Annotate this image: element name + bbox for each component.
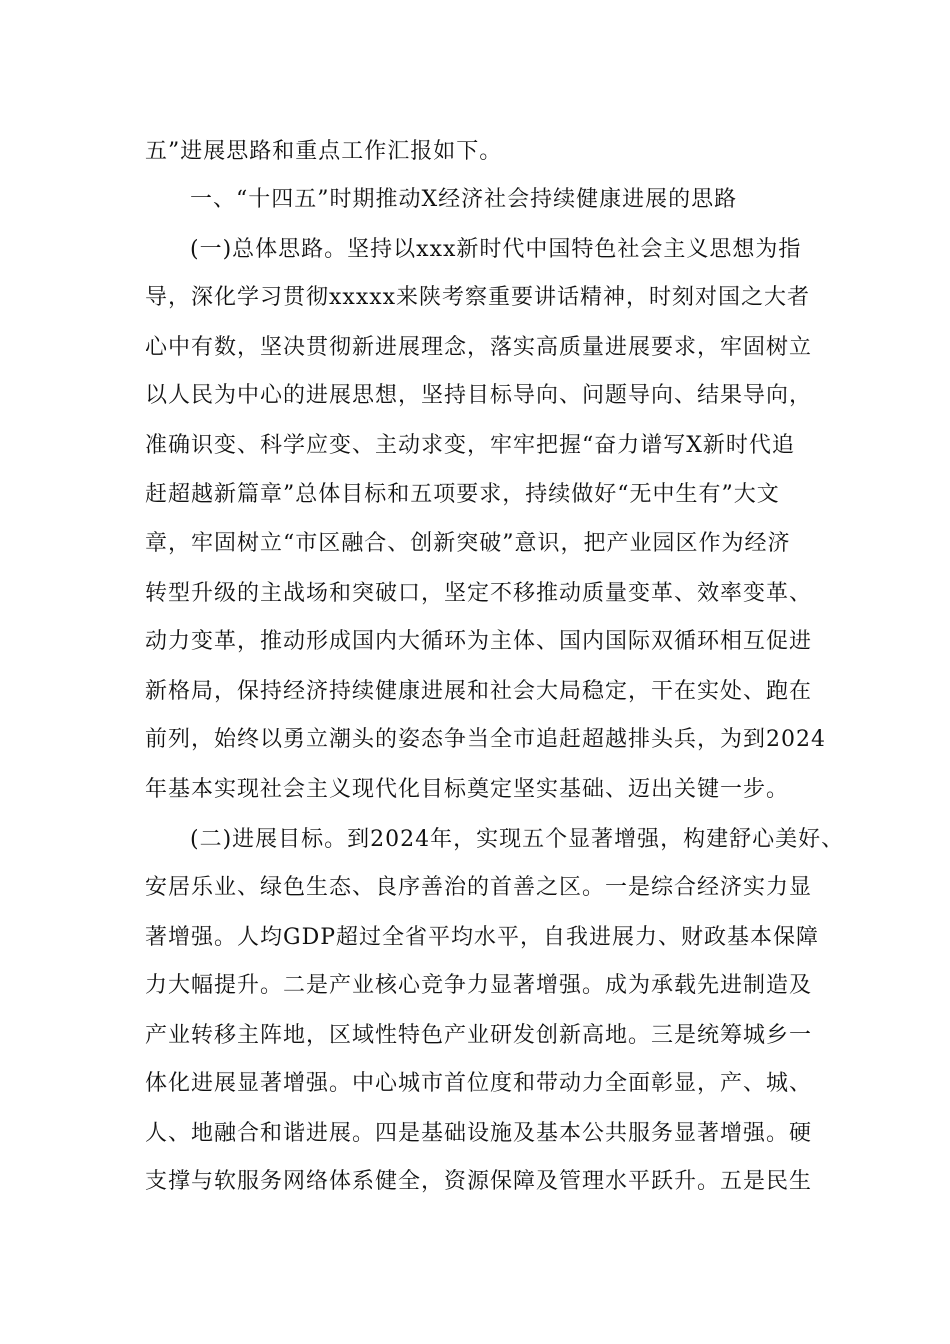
paragraph-line: 赶超越新篇章”总体目标和五项要求，持续做好“无中生有”大文 bbox=[145, 482, 780, 507]
paragraph-line: 安居乐业、绿色生态、良序善治的首善之区。一是综合经济实力显 bbox=[145, 875, 813, 900]
paragraph-line: 年基本实现社会主义现代化目标奠定坚实基础、迈出关键一步。 bbox=[145, 777, 790, 802]
paragraph-line: 章，牢固树立“市区融合、创新突破”意识，把产业园区作为经济 bbox=[145, 531, 791, 556]
paragraph-line: 著增强。人均GDP超过全省平均水平，自我进展力、财政基本保障 bbox=[145, 925, 820, 950]
paragraph-line: 新格局，保持经济持续健康进展和社会大局稳定，干在实处、跑在 bbox=[145, 679, 813, 704]
section-heading: 一、“十四五”时期推动X经济社会持续健康进展的思路 bbox=[190, 187, 738, 212]
paragraph-line: 体化进展显著增强。中心城市首位度和带动力全面彰显，产、城、 bbox=[145, 1071, 813, 1096]
paragraph-line: (二)进展目标。到2024年，实现五个显著增强，构建舒心美好、 bbox=[190, 827, 845, 852]
paragraph-line: 导，深化学习贯彻xxxxx来陕考察重要讲话精神，时刻对国之大者 bbox=[145, 285, 811, 310]
paragraph-line: 动力变革，推动形成国内大循环为主体、国内国际双循环相互促进 bbox=[145, 629, 813, 654]
paragraph-line: 转型升级的主战场和突破口，坚定不移推动质量变革、效率变革、 bbox=[145, 581, 813, 606]
paragraph-line: 五”进展思路和重点工作汇报如下。 bbox=[145, 139, 503, 164]
paragraph-line: 准确识变、科学应变、主动求变，牢牢把握“奋力谱写X新时代追 bbox=[145, 433, 795, 458]
paragraph-line: 支撑与软服务网络体系健全，资源保障及管理水平跃升。五是民生 bbox=[145, 1169, 813, 1194]
paragraph-line: 人、地融合和谐进展。四是基础设施及基本公共服务显著增强。硬 bbox=[145, 1121, 813, 1146]
paragraph-line: 以人民为中心的进展思想，坚持目标导向、问题导向、结果导向， bbox=[145, 383, 813, 408]
paragraph-line: 力大幅提升。二是产业核心竞争力显著增强。成为承载先进制造及 bbox=[145, 973, 813, 998]
paragraph-line: 产业转移主阵地，区域性特色产业研发创新高地。三是统筹城乡一 bbox=[145, 1023, 813, 1048]
paragraph-line: (一)总体思路。坚持以xxx新时代中国特色社会主义思想为指 bbox=[190, 237, 802, 262]
paragraph-line: 心中有数，坚决贯彻新进展理念，落实高质量进展要求，牢固树立 bbox=[145, 335, 813, 360]
paragraph-line: 前列，始终以勇立潮头的姿态争当全市追赶超越排头兵，为到2024 bbox=[145, 727, 826, 752]
